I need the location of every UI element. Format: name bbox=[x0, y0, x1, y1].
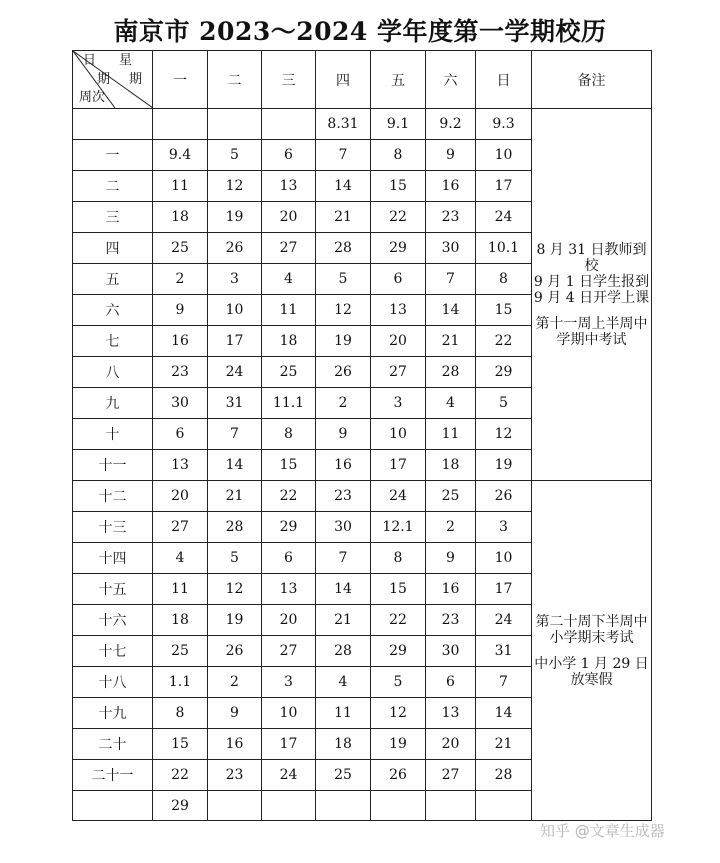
table-row bbox=[73, 481, 652, 512]
date-cell: 26 bbox=[208, 636, 262, 667]
day-header-sun: 日 bbox=[476, 51, 532, 109]
week-number-cell: 十二 bbox=[73, 481, 153, 512]
date-cell: 27 bbox=[426, 760, 476, 791]
date-cell: 15 bbox=[476, 295, 532, 326]
date-cell: 26 bbox=[316, 357, 371, 388]
date-cell: 10 bbox=[371, 419, 426, 450]
date-cell: 27 bbox=[262, 636, 316, 667]
corner-header-cell bbox=[73, 51, 153, 109]
date-cell: 27 bbox=[371, 357, 426, 388]
date-cell: 17 bbox=[208, 326, 262, 357]
corner-label-xing: 星 bbox=[119, 53, 133, 68]
remark-line: 小学期末考试 bbox=[549, 629, 634, 646]
week-number-cell: 九 bbox=[73, 388, 153, 419]
remark-paragraph bbox=[532, 614, 651, 646]
date-cell: 4 bbox=[426, 388, 476, 419]
date-cell: 11 bbox=[262, 295, 316, 326]
remark-paragraph bbox=[532, 656, 651, 688]
remarks-cell-first bbox=[532, 109, 652, 481]
date-cell: 5 bbox=[476, 388, 532, 419]
table-row bbox=[73, 109, 652, 140]
date-cell: 11 bbox=[153, 171, 208, 202]
date-cell: 9 bbox=[153, 295, 208, 326]
date-cell: 31 bbox=[208, 388, 262, 419]
week-number-cell: 十 bbox=[73, 419, 153, 450]
date-cell: 30 bbox=[153, 388, 208, 419]
date-cell: 8.31 bbox=[316, 109, 371, 140]
date-cell: 8 bbox=[371, 543, 426, 574]
date-cell: 20 bbox=[371, 326, 426, 357]
date-cell: 19 bbox=[371, 729, 426, 760]
remark-line: 9 月 1 日学生报到 bbox=[533, 273, 650, 290]
date-cell: 9.3 bbox=[476, 109, 532, 140]
date-cell: 7 bbox=[208, 419, 262, 450]
corner-label-ri: 日 bbox=[83, 53, 97, 68]
date-cell: 2 bbox=[426, 512, 476, 543]
date-cell: 9 bbox=[426, 140, 476, 171]
date-cell bbox=[371, 791, 426, 821]
date-cell: 23 bbox=[153, 357, 208, 388]
week-number-cell: 十六 bbox=[73, 605, 153, 636]
date-cell: 15 bbox=[371, 574, 426, 605]
remarks-header: 备注 bbox=[532, 51, 652, 109]
date-cell: 10 bbox=[262, 698, 316, 729]
date-cell: 26 bbox=[476, 481, 532, 512]
date-cell: 13 bbox=[262, 574, 316, 605]
date-cell: 26 bbox=[371, 760, 426, 791]
date-cell: 19 bbox=[208, 202, 262, 233]
date-cell bbox=[208, 109, 262, 140]
date-cell bbox=[476, 791, 532, 821]
week-number-cell: 八 bbox=[73, 357, 153, 388]
date-cell: 4 bbox=[153, 543, 208, 574]
date-cell: 11.1 bbox=[262, 388, 316, 419]
date-cell: 13 bbox=[153, 450, 208, 481]
date-cell: 9.2 bbox=[426, 109, 476, 140]
date-cell: 6 bbox=[371, 264, 426, 295]
week-number-cell: 五 bbox=[73, 264, 153, 295]
date-cell: 9 bbox=[316, 419, 371, 450]
header-row bbox=[73, 51, 652, 109]
date-cell: 3 bbox=[208, 264, 262, 295]
date-cell: 19 bbox=[476, 450, 532, 481]
date-cell bbox=[262, 791, 316, 821]
date-cell: 12.1 bbox=[371, 512, 426, 543]
date-cell: 14 bbox=[426, 295, 476, 326]
week-number-cell: 二十一 bbox=[73, 760, 153, 791]
date-cell: 5 bbox=[371, 667, 426, 698]
date-cell: 20 bbox=[426, 729, 476, 760]
date-cell: 15 bbox=[262, 450, 316, 481]
remark-line: 放寒假 bbox=[570, 671, 613, 688]
date-cell: 25 bbox=[262, 357, 316, 388]
corner-label-qi-b: 期 bbox=[129, 72, 143, 87]
date-cell bbox=[262, 109, 316, 140]
remark-paragraph bbox=[532, 316, 651, 348]
week-number-cell: 六 bbox=[73, 295, 153, 326]
date-cell: 24 bbox=[476, 605, 532, 636]
week-number-cell: 二十 bbox=[73, 729, 153, 760]
remark-line: 中小学 1 月 29 日 bbox=[534, 655, 649, 672]
date-cell: 28 bbox=[316, 233, 371, 264]
date-cell: 19 bbox=[208, 605, 262, 636]
date-cell: 10 bbox=[208, 295, 262, 326]
week-number-cell: 二 bbox=[73, 171, 153, 202]
date-cell: 2 bbox=[316, 388, 371, 419]
date-cell: 5 bbox=[316, 264, 371, 295]
date-cell: 1.1 bbox=[153, 667, 208, 698]
date-cell: 25 bbox=[153, 233, 208, 264]
date-cell: 6 bbox=[262, 543, 316, 574]
date-cell: 9.4 bbox=[153, 140, 208, 171]
date-cell: 17 bbox=[476, 574, 532, 605]
date-cell: 11 bbox=[153, 574, 208, 605]
date-cell: 8 bbox=[262, 419, 316, 450]
date-cell: 27 bbox=[262, 233, 316, 264]
day-header-fri: 五 bbox=[371, 51, 426, 109]
day-header-wed: 三 bbox=[262, 51, 316, 109]
remarks-cell-second bbox=[532, 481, 652, 821]
week-number-cell: 一 bbox=[73, 140, 153, 171]
date-cell: 14 bbox=[208, 450, 262, 481]
date-cell: 12 bbox=[208, 574, 262, 605]
date-cell: 6 bbox=[426, 667, 476, 698]
date-cell: 2 bbox=[208, 667, 262, 698]
date-cell: 20 bbox=[153, 481, 208, 512]
week-number-cell: 七 bbox=[73, 326, 153, 357]
date-cell: 26 bbox=[208, 233, 262, 264]
week-number-cell: 三 bbox=[73, 202, 153, 233]
day-header-thu: 四 bbox=[316, 51, 371, 109]
week-number-cell: 十四 bbox=[73, 543, 153, 574]
date-cell: 17 bbox=[262, 729, 316, 760]
date-cell: 25 bbox=[426, 481, 476, 512]
date-cell: 14 bbox=[476, 698, 532, 729]
date-cell: 9 bbox=[208, 698, 262, 729]
date-cell: 17 bbox=[476, 171, 532, 202]
date-cell: 20 bbox=[262, 202, 316, 233]
date-cell: 24 bbox=[262, 760, 316, 791]
date-cell: 18 bbox=[262, 326, 316, 357]
date-cell: 12 bbox=[371, 698, 426, 729]
date-cell: 12 bbox=[316, 295, 371, 326]
date-cell: 22 bbox=[371, 202, 426, 233]
date-cell: 2 bbox=[153, 264, 208, 295]
date-cell: 28 bbox=[316, 636, 371, 667]
date-cell: 24 bbox=[371, 481, 426, 512]
date-cell bbox=[208, 791, 262, 821]
day-header-sat: 六 bbox=[426, 51, 476, 109]
date-cell: 22 bbox=[262, 481, 316, 512]
date-cell: 5 bbox=[208, 543, 262, 574]
date-cell: 18 bbox=[153, 605, 208, 636]
date-cell: 13 bbox=[371, 295, 426, 326]
date-cell: 17 bbox=[371, 450, 426, 481]
date-cell: 8 bbox=[371, 140, 426, 171]
watermark: 知乎 @文章生成器 bbox=[540, 822, 665, 840]
date-cell: 10.1 bbox=[476, 233, 532, 264]
date-cell: 13 bbox=[426, 698, 476, 729]
date-cell: 13 bbox=[262, 171, 316, 202]
corner-label-qi-a: 期 bbox=[97, 72, 111, 87]
date-cell bbox=[153, 109, 208, 140]
date-cell: 18 bbox=[153, 202, 208, 233]
date-cell: 31 bbox=[476, 636, 532, 667]
date-cell: 16 bbox=[153, 326, 208, 357]
date-cell: 21 bbox=[208, 481, 262, 512]
date-cell: 9 bbox=[426, 543, 476, 574]
date-cell: 9.1 bbox=[371, 109, 426, 140]
date-cell: 24 bbox=[476, 202, 532, 233]
remark-line: 第十一周上半周中 bbox=[535, 315, 648, 332]
date-cell: 21 bbox=[316, 202, 371, 233]
date-cell: 6 bbox=[262, 140, 316, 171]
date-cell: 22 bbox=[371, 605, 426, 636]
remark-line: 学期中考试 bbox=[556, 331, 627, 348]
date-cell: 12 bbox=[208, 171, 262, 202]
week-number-cell: 十九 bbox=[73, 698, 153, 729]
remark-line: 第二十周下半周中 bbox=[535, 613, 648, 630]
date-cell: 29 bbox=[371, 233, 426, 264]
date-cell: 29 bbox=[476, 357, 532, 388]
date-cell: 18 bbox=[316, 729, 371, 760]
date-cell: 28 bbox=[208, 512, 262, 543]
date-cell: 29 bbox=[371, 636, 426, 667]
week-number-cell: 十一 bbox=[73, 450, 153, 481]
day-header-mon: 一 bbox=[153, 51, 208, 109]
school-calendar-table bbox=[72, 50, 652, 821]
date-cell: 7 bbox=[476, 667, 532, 698]
date-cell: 16 bbox=[426, 171, 476, 202]
remark-paragraph bbox=[532, 242, 651, 306]
date-cell: 23 bbox=[316, 481, 371, 512]
date-cell: 24 bbox=[208, 357, 262, 388]
day-header-tue: 二 bbox=[208, 51, 262, 109]
date-cell: 23 bbox=[208, 760, 262, 791]
date-cell: 21 bbox=[426, 326, 476, 357]
date-cell: 11 bbox=[316, 698, 371, 729]
date-cell: 12 bbox=[476, 419, 532, 450]
date-cell: 15 bbox=[153, 729, 208, 760]
date-cell: 29 bbox=[153, 791, 208, 821]
date-cell: 22 bbox=[153, 760, 208, 791]
date-cell: 4 bbox=[262, 264, 316, 295]
week-number-cell bbox=[73, 791, 153, 821]
remark-line: 9 月 4 日开学上课 bbox=[533, 289, 650, 306]
date-cell: 30 bbox=[316, 512, 371, 543]
date-cell: 14 bbox=[316, 171, 371, 202]
date-cell: 16 bbox=[426, 574, 476, 605]
date-cell: 3 bbox=[371, 388, 426, 419]
week-number-cell: 十三 bbox=[73, 512, 153, 543]
date-cell: 21 bbox=[316, 605, 371, 636]
date-cell: 30 bbox=[426, 636, 476, 667]
date-cell: 14 bbox=[316, 574, 371, 605]
corner-label-week-number: 周次 bbox=[79, 90, 106, 105]
date-cell: 25 bbox=[153, 636, 208, 667]
date-cell bbox=[316, 791, 371, 821]
date-cell: 16 bbox=[208, 729, 262, 760]
date-cell: 27 bbox=[153, 512, 208, 543]
remark-line: 8 月 31 日教师到校 bbox=[536, 241, 647, 274]
date-cell: 7 bbox=[316, 543, 371, 574]
date-cell: 20 bbox=[262, 605, 316, 636]
week-number-cell: 四 bbox=[73, 233, 153, 264]
date-cell: 15 bbox=[371, 171, 426, 202]
week-number-cell: 十八 bbox=[73, 667, 153, 698]
date-cell: 28 bbox=[476, 760, 532, 791]
date-cell: 4 bbox=[316, 667, 371, 698]
date-cell: 30 bbox=[426, 233, 476, 264]
date-cell: 3 bbox=[476, 512, 532, 543]
date-cell: 10 bbox=[476, 140, 532, 171]
date-cell: 25 bbox=[316, 760, 371, 791]
date-cell: 3 bbox=[262, 667, 316, 698]
date-cell bbox=[426, 791, 476, 821]
date-cell: 7 bbox=[426, 264, 476, 295]
date-cell: 29 bbox=[262, 512, 316, 543]
date-cell: 8 bbox=[153, 698, 208, 729]
date-cell: 22 bbox=[476, 326, 532, 357]
date-cell: 16 bbox=[316, 450, 371, 481]
page-title: 南京市 2023～2024 学年度第一学期校历 bbox=[113, 17, 607, 46]
week-number-cell: 十七 bbox=[73, 636, 153, 667]
date-cell: 23 bbox=[426, 605, 476, 636]
date-cell: 5 bbox=[208, 140, 262, 171]
date-cell: 18 bbox=[426, 450, 476, 481]
date-cell: 11 bbox=[426, 419, 476, 450]
date-cell: 7 bbox=[316, 140, 371, 171]
date-cell: 21 bbox=[476, 729, 532, 760]
date-cell: 8 bbox=[476, 264, 532, 295]
date-cell: 19 bbox=[316, 326, 371, 357]
week-number-cell bbox=[73, 109, 153, 140]
week-number-cell: 十五 bbox=[73, 574, 153, 605]
date-cell: 6 bbox=[153, 419, 208, 450]
date-cell: 23 bbox=[426, 202, 476, 233]
date-cell: 10 bbox=[476, 543, 532, 574]
date-cell: 28 bbox=[426, 357, 476, 388]
